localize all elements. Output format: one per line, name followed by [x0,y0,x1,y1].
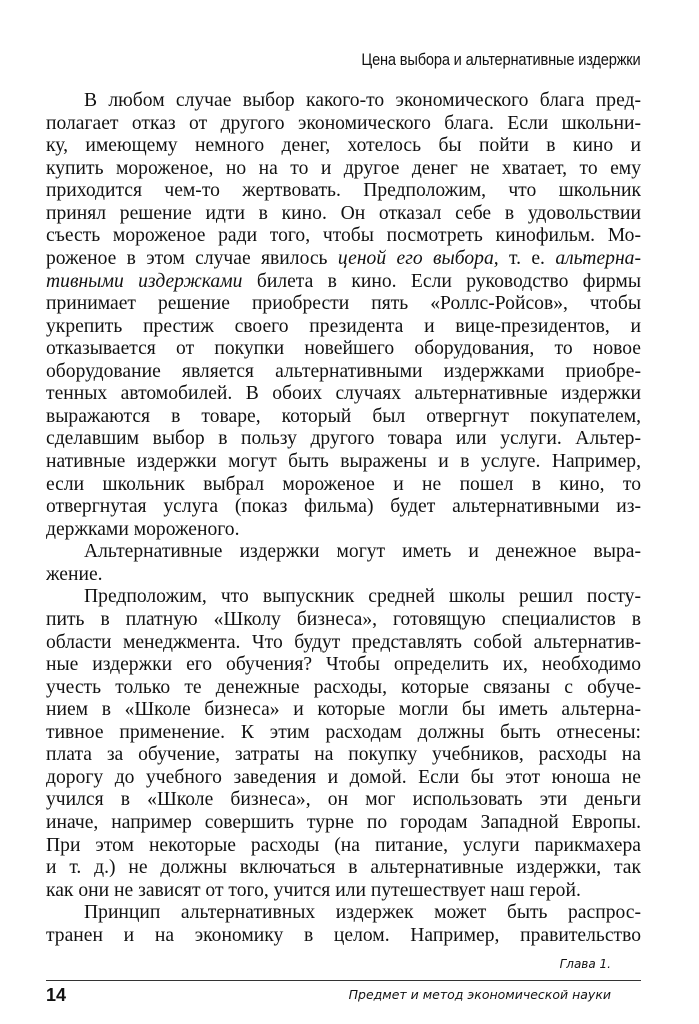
text-line [46,654,641,677]
text-line [46,338,641,361]
text-line [46,383,641,406]
italic-term: ценой его выбора, [337,247,499,269]
text-line [46,361,641,384]
text-line [46,496,641,519]
text-line [46,451,641,474]
text-run: приходится чем-то жертвовать. Предположим, что школьник [46,180,641,202]
text-run: укрепить престиж своего президента и вице-президентов, и [46,315,641,337]
text-run: полагает отказ от другого экономического блага. Если школьни- [46,112,641,134]
text-line [46,586,641,609]
text-run: тивное применение. К этим расходам должны быть отнесены: [46,721,641,743]
text-run: ные издержки его обучения? Чтобы определить их, необходимо [46,654,641,676]
text-line [46,699,641,722]
text-line [46,812,641,835]
running-header: Цена выбора и альтернативные издержки [361,50,641,69]
text-line [46,203,641,226]
text-run: оборудование является альтернативными издержками приобре- [46,360,641,382]
text-line [46,158,641,181]
text-run: выражаются в товаре, который был отвергнут покупателем, [46,405,641,427]
footer-section-title: Предмет и метод экономической науки [348,987,611,1002]
text-line [46,316,641,339]
text-run: съесть мороженое ради того, чтобы посмотреть кинофильм. Мо- [46,225,641,247]
text-run: иначе, например совершить турне по городам Западной Европы. [46,812,641,833]
text-run: сделавшим выбор в пользу другого товара или услуги. Альтер- [46,428,641,450]
text-run: плата за обучение, затраты на покупку учебников, расходы на [46,744,641,766]
text-line [46,180,641,203]
italic-term: тивными издержками [46,270,243,292]
text-line [46,789,641,812]
text-line [46,835,641,858]
text-run: дорогу до учебного заведения и домой. Если бы этот юноша не [46,766,641,788]
text-line [46,135,641,158]
text-run: Предположим, что выпускник средней школы решил посту- [84,586,641,608]
text-run: принял решение идти в кино. Он отказал себе в удовольствии [46,202,641,224]
text-line [46,880,641,903]
text-line [46,293,641,316]
text-line [46,541,641,564]
text-line [46,428,641,451]
text-line [46,519,641,542]
italic-term: альтерна- [555,247,641,269]
footer-divider [46,980,641,981]
text-run: купить мороженое, но на то и другое денег не хватает, то ему [46,157,641,179]
text-run: держками мороженого. [46,518,240,540]
text-line [46,925,641,948]
text-run: ку, имеющему немного денег, хотелось бы пойти в кино и [46,135,641,157]
text-line [46,248,641,271]
text-line [46,564,641,587]
text-run: принимает решение приобрести пять «Роллс-Ройсов», чтобы [46,293,641,315]
text-run: билета в кино. Если руководство фирмы [242,270,641,292]
text-run: нием в «Школе бизнеса» и которые могли бы иметь альтерна- [46,699,641,721]
text-line [46,406,641,429]
text-run: отвергнутая услуга (показ фильма) будет альтернативными из- [46,496,641,518]
text-line [46,609,641,632]
text-line [46,90,641,113]
text-line [46,857,641,880]
text-run: учился в «Школе бизнеса», он мог использовать эти деньги [46,789,641,811]
text-line [46,677,641,700]
text-line [46,744,641,767]
text-line [46,722,641,745]
text-run: учесть только те денежные расходы, которые связаны с обуче- [46,676,641,698]
text-run: т. е. [498,247,556,269]
footer-chapter-label: Глава 1. [559,957,611,971]
text-run: если школьник выбрал мороженое и не пошел в кино, то [46,473,641,495]
text-line [46,225,641,248]
text-run: пить в платную «Школу бизнеса», готовящую специалистов в [46,608,641,630]
text-run: как они не зависят от того, учится или путешествует наш герой. [46,879,581,901]
text-run: Альтернативные издержки могут иметь и денежное выра- [84,541,641,563]
text-run: транен и на экономику в целом. Например, правительство [46,924,641,946]
page-body-text [46,90,641,947]
text-run: В любом случае выбор какого-то экономического блага пред- [84,90,641,111]
text-run: отказывается от покупки новейшего оборудования, то новое [46,338,641,360]
text-run: жение. [46,563,103,585]
text-line [46,271,641,294]
text-run: нативные издержки могут быть выражены и в услуге. Например, [46,451,641,472]
text-run: роженое в этом случае явилось [46,247,338,269]
text-run: области менеджмента. Что будут представлять собой альтернатив- [46,631,641,653]
text-line [46,113,641,136]
text-run: и т. д.) не должны включаться в альтернативные издержки, так [46,857,641,879]
text-run: тенных автомобилей. В обоих случаях альтернативные издержки [46,383,641,405]
text-line [46,474,641,497]
text-run: При этом некоторые расходы (на питание, услуги парикмахера [46,834,641,856]
text-line [46,632,641,655]
text-run: Принцип альтернативных издержек может быть распрос- [84,902,641,924]
text-line [46,902,641,925]
page-number: 14 [46,985,67,1005]
text-line [46,767,641,790]
